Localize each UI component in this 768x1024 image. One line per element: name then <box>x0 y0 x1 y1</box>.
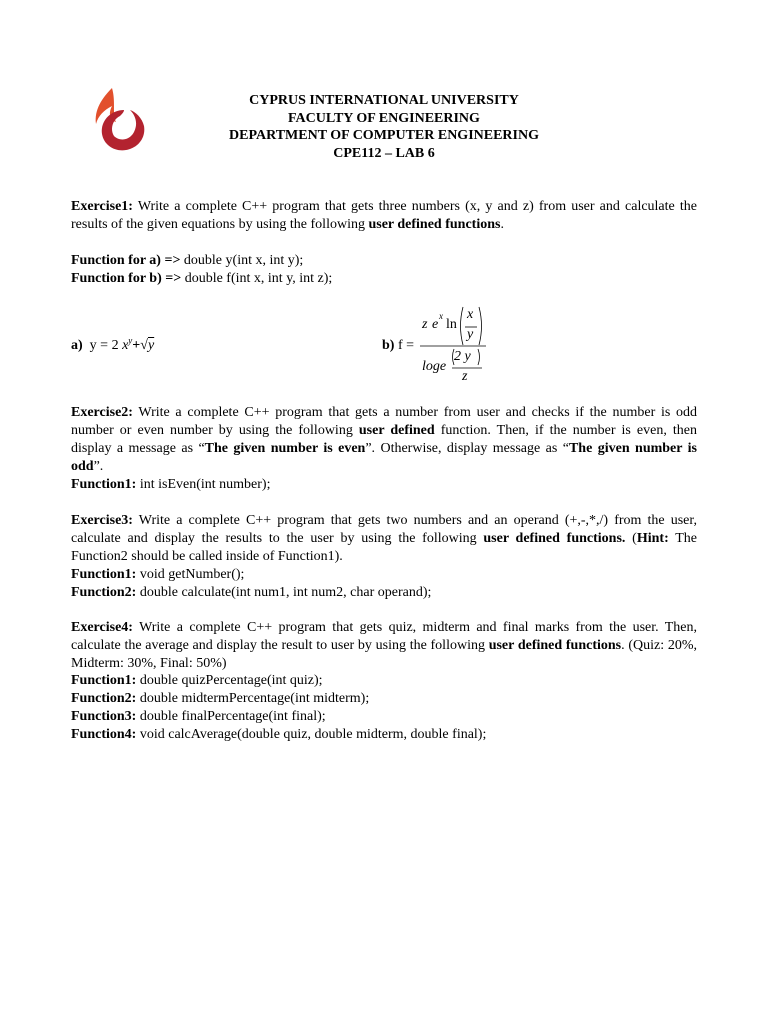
course-lab-title: CPE112 – LAB 6 <box>333 145 435 161</box>
exercise4-function3: Function3: double finalPercentage(int final); <box>71 709 326 724</box>
exercise3-title: Exercise3: <box>71 513 133 528</box>
exercise2-functions <box>71 476 697 494</box>
document-header <box>150 92 618 162</box>
university-flame-logo-icon <box>82 80 158 160</box>
formula-a: a) y = 2 $x^y+√y$ <box>71 335 155 353</box>
exercise1-functions <box>71 252 697 288</box>
exercise2-function1: Function1: int isEven(int number); <box>71 477 271 492</box>
formula-b: z e x ln x y loge 2 y z <box>418 301 498 391</box>
exercise3-functions <box>71 566 697 602</box>
exercise4-function1: Function1: double quizPercentage(int quiz); <box>71 673 323 688</box>
exercise3-description: Exercise3: Write a complete C++ program that gets two numbers and an operand (+,-,*,/) from the user, calculate and display the results to the user by using the following user defined functions. (Hint: The Function2 should be called inside of Function1). <box>71 513 698 564</box>
exercise3-function2: Function2: double calculate(int num1, int num2, char operand); <box>71 585 432 600</box>
formula-b-label: b) f = <box>382 338 415 353</box>
exercise4-functions <box>71 672 697 744</box>
exercise4-title: Exercise4: <box>71 620 133 635</box>
exercise2-title: Exercise2: <box>71 405 133 420</box>
exercise4-function4: Function4: void calcAverage(double quiz, double midterm, double final); <box>71 727 487 742</box>
university-name: CYPRUS INTERNATIONAL UNIVERSITY <box>249 93 519 108</box>
exercise4-description: Exercise4: Write a complete C++ program that gets quiz, midterm and final marks from the user. Then, calculate the average and display the result to user by using the following user defined functions. (Quiz: 20%, Midterm: 30%, Final: 50%) <box>71 620 697 671</box>
exercise3-function1: Function1: void getNumber(); <box>71 567 245 582</box>
exercise4-function2: Function2: double midtermPercentage(int midterm); <box>71 691 370 706</box>
exercise1-description: Exercise1: Write a complete C++ program that gets three numbers (x, y and z) from user and calculate the results of the given equations by using the following user defined functions. <box>71 199 697 232</box>
exercise1-title: Exercise1: <box>71 199 133 214</box>
department-name: DEPARTMENT OF COMPUTER ENGINEERING <box>229 128 539 143</box>
exercise2-description: Exercise2: Write a complete C++ program that gets a number from user and checks if the number is odd number or even number by using the following user defined function. Then, if the number is even, then display a message as “The given number is even”. Otherwise, display message as “The given number is odd”. <box>71 405 697 474</box>
faculty-name: FACULTY OF ENGINEERING <box>288 110 480 126</box>
function-b-signature: Function for b) => double f(int x, int y, int z); <box>71 271 333 286</box>
function-a-signature: Function for a) => double y(int x, int y); <box>71 253 304 268</box>
